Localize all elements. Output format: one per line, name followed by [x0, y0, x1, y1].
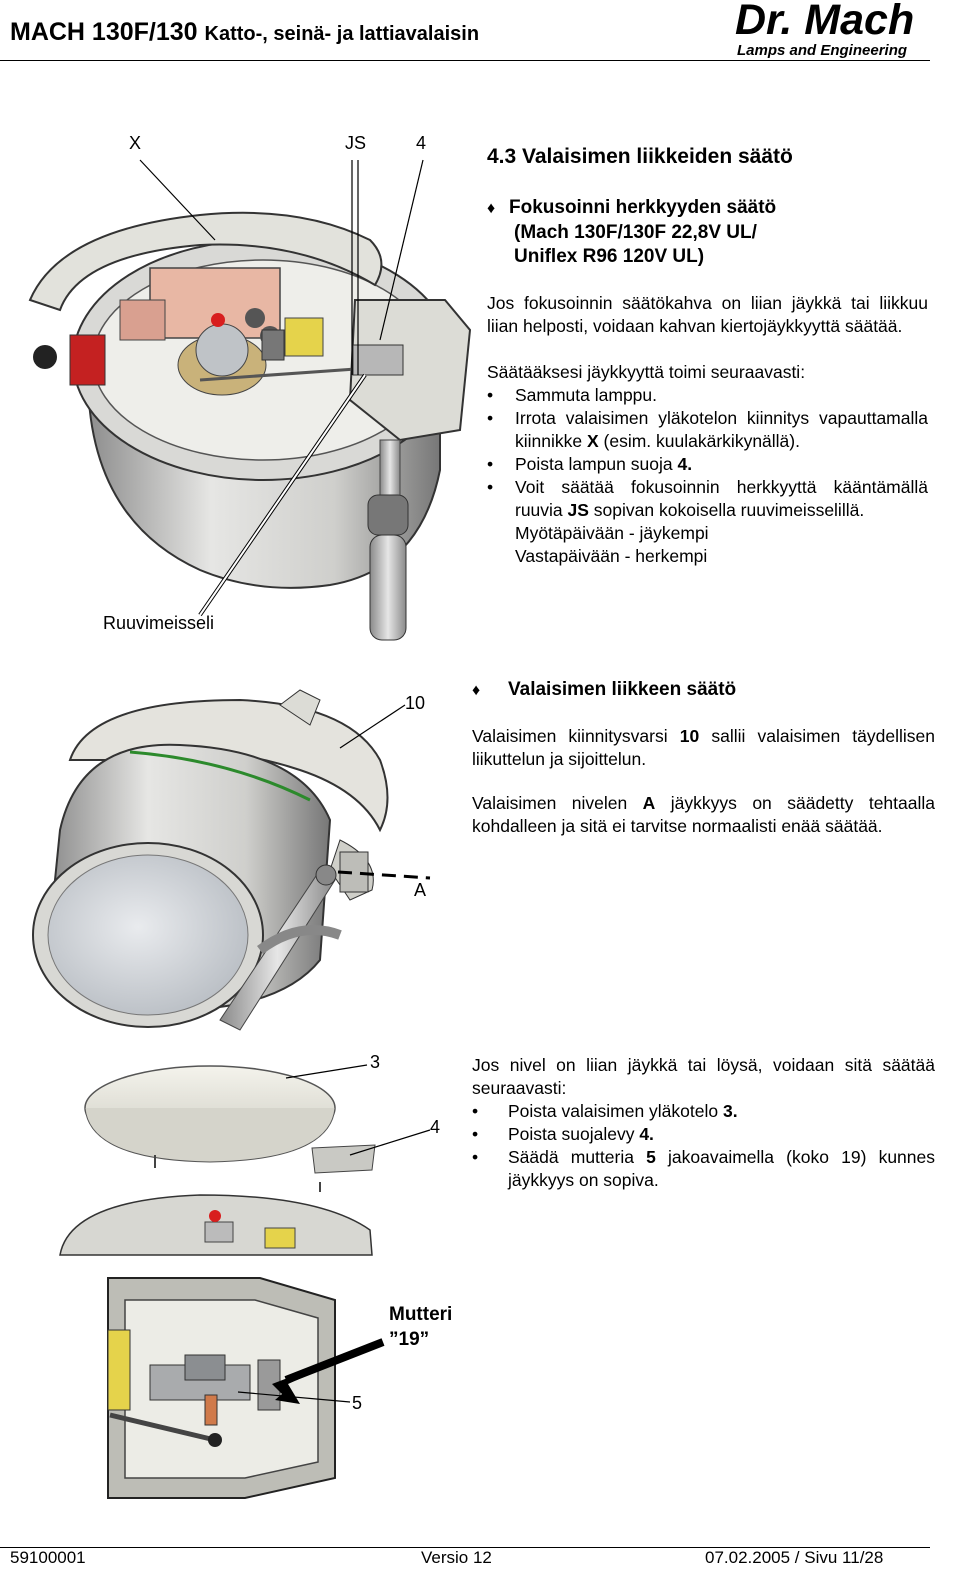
list-item: • Irrota valaisimen yläkotelon kiinnitys vapauttamalla kiinnikke X (esim. kuulakärkikynällä).	[487, 408, 928, 451]
label-x: X	[129, 133, 142, 153]
nut-label: Mutteri	[389, 1304, 453, 1325]
focus-heading-line1: Fokusoinni herkkyyden säätö	[509, 197, 777, 218]
section-heading: 4.3 Valaisimen liikkeiden säätö	[487, 145, 793, 168]
nut-size-label: ”19”	[389, 1329, 430, 1350]
diamond-bullet-icon: ♦	[487, 200, 496, 217]
label-5: 5	[352, 1393, 363, 1413]
label-10: 10	[405, 693, 426, 713]
list-item: • Poista valaisimen yläkotelo 3.	[472, 1101, 738, 1121]
lamp-arm-figure	[33, 690, 430, 1030]
label-screwdriver: Ruuvimeisseli	[103, 613, 215, 633]
joint-steps	[472, 1100, 935, 1192]
list-item: • Poista suojalevy 4.	[472, 1124, 654, 1144]
label-3: 3	[370, 1052, 381, 1072]
list-item: • Sammuta lamppu.	[487, 385, 658, 405]
exploded-cover-figure	[60, 1065, 430, 1255]
list-item: • Voit säätää fokusoinnin herkkyyttä kääntämällä ruuvia JS sopivan kokoisella ruuvimeisselillä. Myötäpäivään - jäykempi Vastapäivään - herkempi	[487, 477, 928, 566]
footer-doc-number: 59100001	[10, 1548, 86, 1567]
document-title	[10, 18, 479, 47]
clockwise-note: Myötäpäivään - jäykempi	[515, 523, 709, 543]
brand-logo: Dr. Mach	[735, 0, 915, 44]
label-a: A	[414, 880, 427, 900]
label-4: 4	[416, 133, 427, 153]
lamp-top-figure	[30, 160, 470, 640]
focus-heading	[487, 196, 927, 269]
focus-heading-line2: (Mach 130F/130F 22,8V UL/	[514, 222, 757, 243]
list-item: • Säädä mutteria 5 jakoavaimella (koko 19) kunnes jäykkyys on sopiva.	[472, 1147, 935, 1190]
list-item: • Poista lampun suoja 4.	[487, 454, 693, 474]
title-sub: Katto-, seinä- ja lattiavalaisin	[204, 23, 480, 45]
footer-date-page: 07.02.2005 / Sivu 11/28	[705, 1548, 884, 1567]
brand-subtitle: Lamps and Engineering	[737, 42, 908, 59]
focus-heading-line3: Uniflex R96 120V UL)	[514, 246, 705, 267]
diamond-bullet-icon: ♦	[472, 682, 481, 699]
header-divider	[0, 60, 930, 61]
arm-heading: ♦ Valaisimen liikkeen säätö	[472, 678, 736, 703]
arm-paragraph-1: Valaisimen kiinnitysvarsi 10 sallii valaisimen täydellisen liikuttelun ja sijoittelun.	[472, 726, 935, 769]
joint-intro: Jos nivel on liian jäykkä tai löysä, voidaan sitä säätää seuraavasti:	[472, 1055, 935, 1098]
focus-steps	[487, 384, 928, 568]
counterclockwise-note: Vastapäivään - herkempi	[515, 546, 708, 566]
nut-closeup-figure	[108, 1278, 383, 1498]
title-main: MACH 130F/130	[10, 18, 198, 46]
focus-lead: Säätääksesi jäykkyyttä toimi seuraavasti:	[487, 362, 806, 382]
footer-version: Versio 12	[421, 1548, 492, 1567]
focus-intro: Jos fokusoinnin säätökahva on liian jäykkä tai liikkuu liian helposti, voidaan kahvan kiertojäykkyyttä säätää.	[487, 293, 928, 336]
arm-paragraph-2: Valaisimen nivelen A jäykkyys on säädetty tehtaalla kohdalleen ja sitä ei tarvitse normaalisti enää säätää.	[472, 793, 935, 836]
label-4b: 4	[430, 1117, 441, 1137]
label-js: JS	[345, 133, 367, 153]
